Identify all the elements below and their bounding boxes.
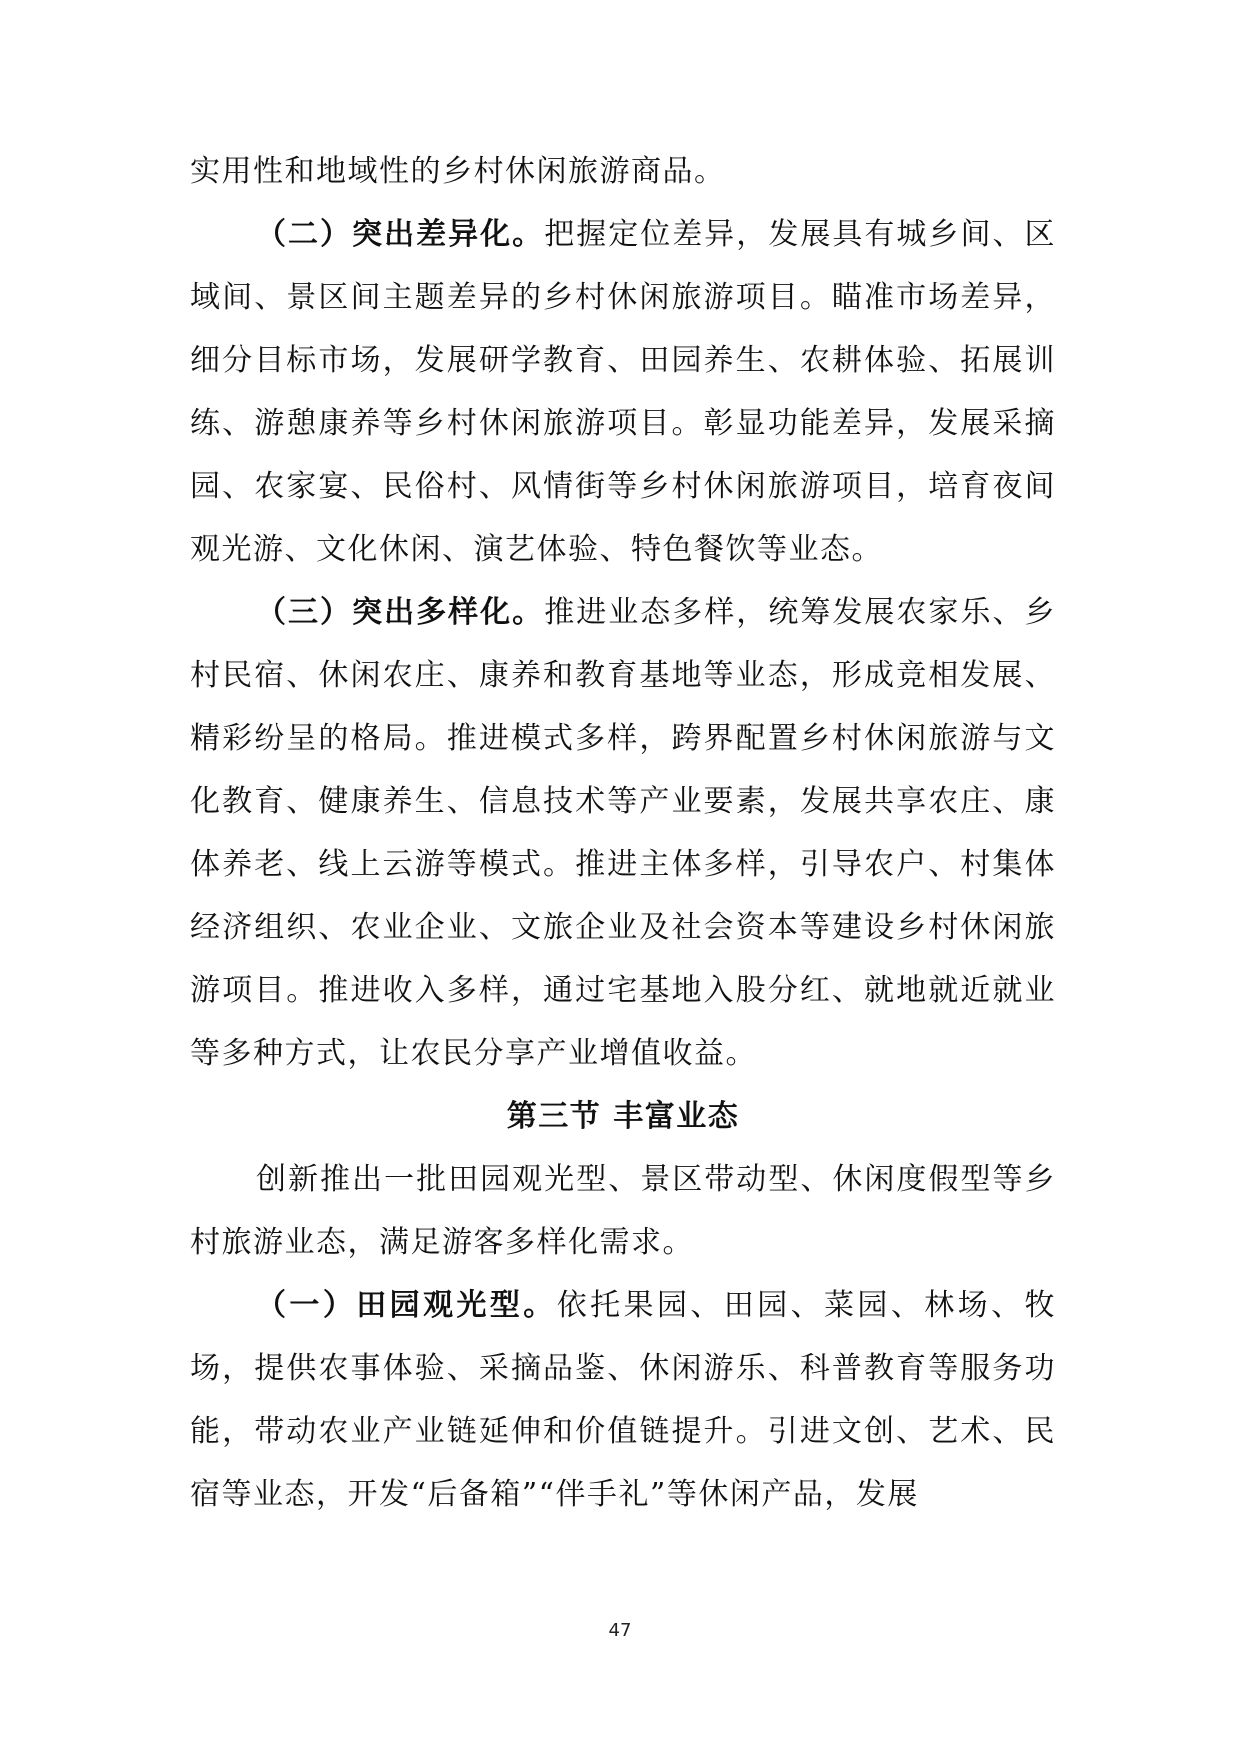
paragraph-intro: 创新推出一批田园观光型、景区带动型、休闲度假型等乡村旅游业态，满足游客多样化需求。: [190, 1162, 1056, 1260]
paragraph-heading: （三）突出多样化。: [256, 595, 545, 630]
paragraph-body: 推进业态多样，统筹发展农家乐、乡村民宿、休闲农庄、康养和教育基地等业态，形成竞相发展、精彩纷呈的格局。推进模式多样，跨界配置乡村休闲旅游与文化教育、健康养生、信息技术等产业要素，发展共享农庄、康体养老、线上云游等模式。推进主体多样，引导农户、村集体经济组织、农业企业、文旅企业及社会资本等建设乡村休闲旅游项目。推进收入多样，通过宅基地入股分红、就地就近就业等多种方式，让农民分享产业增值收益。: [190, 595, 1056, 1071]
page-number: 47: [608, 1620, 632, 1641]
paragraph-heading: （一）田园观光型。: [256, 1288, 557, 1323]
paragraph-continuation: 实用性和地域性的乡村休闲旅游商品。: [190, 154, 726, 189]
paragraph-diversification: [190, 581, 1056, 1085]
body-text: [190, 140, 1056, 1526]
paragraph-body: 把握定位差异，发展具有城乡间、区域间、景区间主题差异的乡村休闲旅游项目。瞄准市场差异，细分目标市场，发展研学教育、田园养生、农耕体验、拓展训练、游憩康养等乡村休闲旅游项目。彰显功能差异，发展采摘园、农家宴、民俗村、风情街等乡村休闲旅游项目，培育夜间观光游、文化休闲、演艺体验、特色餐饮等业态。: [190, 217, 1056, 567]
paragraph-differentiation: [190, 203, 1056, 581]
paragraph-body: 依托果园、田园、菜园、林场、牧场，提供农事体验、采摘品鉴、休闲游乐、科普教育等服务功能，带动农业产业链延伸和价值链提升。引进文创、艺术、民宿等业态，开发“后备箱”“伴手礼”等休闲产品，发展: [190, 1288, 1057, 1512]
paragraph-field-sightseeing: [190, 1274, 1056, 1526]
section-title: 第三节 丰富业态: [506, 1099, 740, 1134]
paragraph-heading: （二）突出差异化。: [256, 217, 545, 252]
